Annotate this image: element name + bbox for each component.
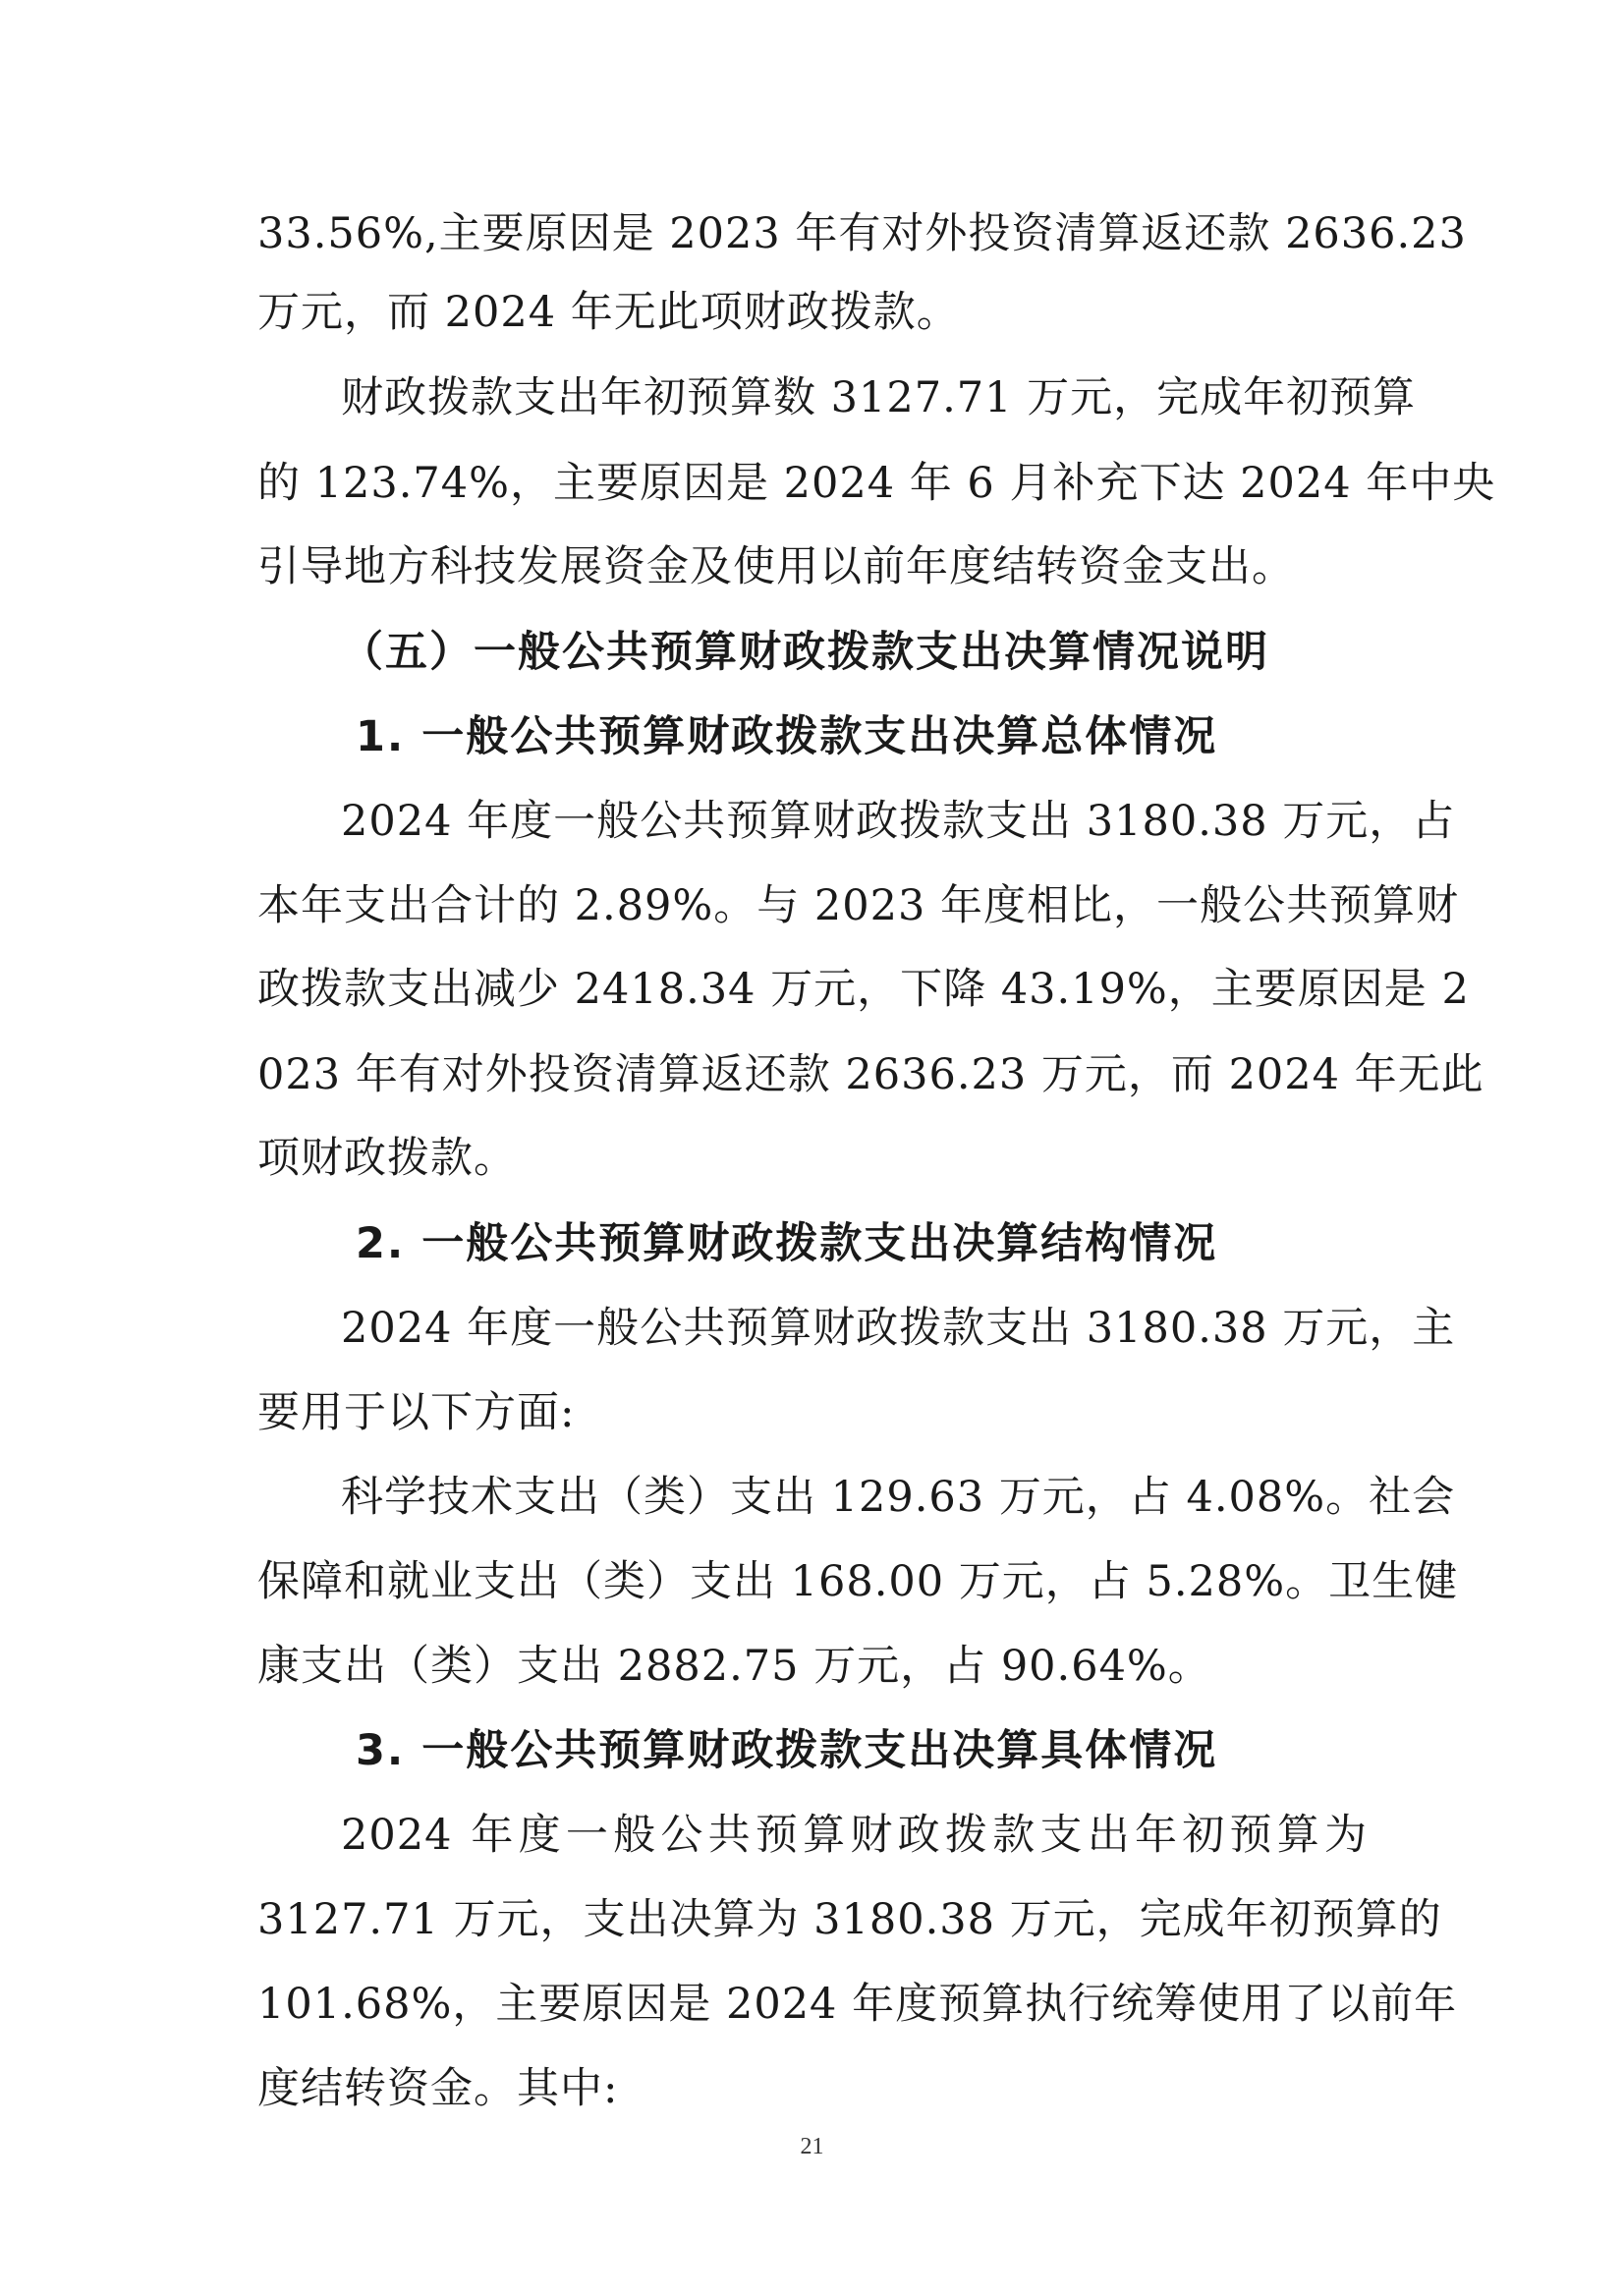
paragraph-line: 政拨款支出减少 2418.34 万元，下降 43.19%，主要原因是 2 <box>257 965 1470 1014</box>
subsection-heading: 3. 一般公共预算财政拨款支出决算具体情况 <box>356 1726 1218 1775</box>
paragraph-line: 2024 年度一般公共预算财政拨款支出 3180.38 万元，占 <box>341 797 1456 846</box>
paragraph-line: 项财政拨款。 <box>257 1134 517 1183</box>
paragraph-line: 康支出（类）支出 2882.75 万元，占 90.64%。 <box>257 1642 1211 1691</box>
paragraph-line: 101.68%，主要原因是 2024 年度预算执行统筹使用了以前年 <box>257 1980 1458 2029</box>
paragraph-line: 保障和就业支出（类）支出 168.00 万元，占 5.28%。卫生健 <box>257 1557 1459 1606</box>
subsection-heading: 2. 一般公共预算财政拨款支出决算结构情况 <box>356 1219 1218 1268</box>
paragraph-line: 科学技术支出（类）支出 129.63 万元，占 4.08%。社会 <box>341 1473 1456 1522</box>
paragraph-line: 2024 年度一般公共预算财政拨款支出 3180.38 万元，主 <box>341 1304 1456 1353</box>
subsection-heading: 1. 一般公共预算财政拨款支出决算总体情况 <box>356 712 1218 761</box>
paragraph-line: 财政拨款支出年初预算数 3127.71 万元，完成年初预算 <box>341 373 1417 422</box>
paragraph-line: 3127.71 万元，支出决算为 3180.38 万元，完成年初预算的 <box>257 1895 1442 1944</box>
paragraph-line: 要用于以下方面: <box>257 1388 576 1437</box>
paragraph-line: 本年支出合计的 2.89%。与 2023 年度相比，一般公共预算财 <box>257 881 1460 930</box>
paragraph-line: 33.56%,主要原因是 2023 年有对外投资清算返还款 2636.23 <box>257 209 1467 258</box>
paragraph-line: 的 123.74%，主要原因是 2024 年 6 月补充下达 2024 年中央 <box>257 459 1496 508</box>
page-number: 21 <box>800 2134 824 2159</box>
paragraph-line: 引导地方科技发展资金及使用以前年度结转资金支出。 <box>257 542 1295 591</box>
section-heading: （五）一般公共预算财政拨款支出决算情况说明 <box>341 628 1269 677</box>
paragraph-line: 度结转资金。其中: <box>257 2064 619 2113</box>
paragraph-line: 023 年有对外投资清算返还款 2636.23 万元，而 2024 年无此 <box>257 1050 1484 1099</box>
paragraph-line: 2024 年度一般公共预算财政拨款支出年初预算为 <box>341 1811 1368 1860</box>
paragraph-line: 万元，而 2024 年无此项财政拨款。 <box>257 288 960 337</box>
